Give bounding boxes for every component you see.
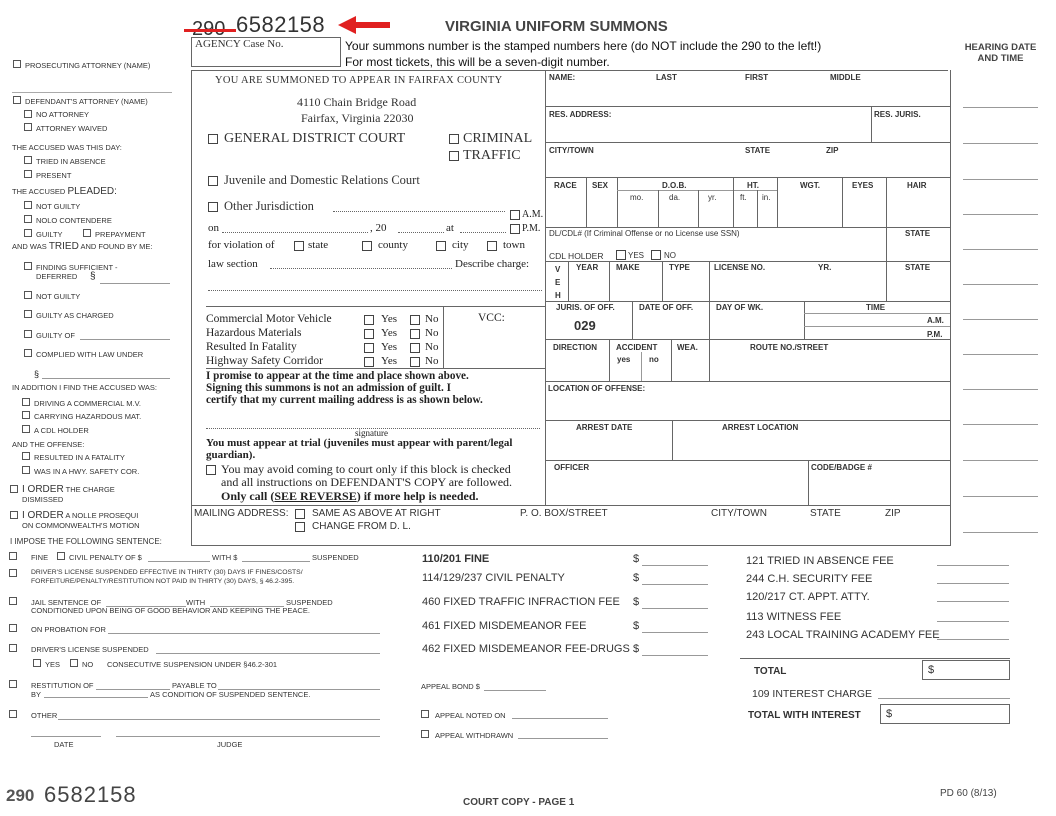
and-offense-label: AND THE OFFENSE: <box>12 440 85 449</box>
carrying-haz-checkbox[interactable] <box>22 411 30 419</box>
ht-label: HT. <box>747 181 759 190</box>
red-arrow-icon <box>338 16 392 34</box>
describe-charge-label: Describe charge: <box>455 258 530 270</box>
avoid-line-1: You may avoid coming to court only if this block is checked <box>221 462 511 476</box>
hwy-safety-checkbox[interactable] <box>22 466 30 474</box>
attorney-waived-label: ATTORNEY WAIVED <box>36 124 108 133</box>
fee-460-label: 460 FIXED TRAFFIC INFRACTION FEE <box>422 596 620 608</box>
county-violation-checkbox[interactable] <box>362 241 372 251</box>
arrest-date-label: ARREST DATE <box>576 423 633 432</box>
code-badge-label: CODE/BADGE # <box>811 463 872 472</box>
cdl-holder-finding-label: A CDL HOLDER <box>34 426 89 435</box>
res-zip-label: ZIP <box>826 146 839 155</box>
jail-with-label: WITH <box>186 598 206 607</box>
law-section-label: law section <box>208 258 258 270</box>
annotation-line-2: For most tickets, this will be a seven-digit number. <box>345 55 610 69</box>
in-addition-label: IN ADDITION I FIND THE ACCUSED WAS: <box>12 383 158 392</box>
fee-121-label: 121 TRIED IN ABSENCE FEE <box>746 555 894 567</box>
consec-yes-label: YES <box>45 660 61 669</box>
finding-sufficient-label: FINDING SUFFICIENT - <box>36 263 118 272</box>
on-label: on <box>208 222 219 234</box>
mailing-address-label: MAILING ADDRESS: <box>194 508 289 519</box>
city-violation-checkbox[interactable] <box>436 241 446 251</box>
total-label: TOTAL <box>754 666 787 677</box>
year-label: YEAR <box>576 263 599 272</box>
dl-suspended-line-1: DRIVER'S LICENSE SUSPENDED EFFECTIVE IN THIRTY (30) DAYS IF FINES/COSTS/ <box>31 569 303 576</box>
jail-label: JAIL SENTENCE OF <box>31 598 102 607</box>
guilty-as-charged-label: GUILTY AS CHARGED <box>36 311 114 320</box>
dl-suspended-label: DRIVER'S LICENSE SUSPENDED <box>31 645 149 654</box>
total-interest-box[interactable] <box>880 704 1010 724</box>
same-as-above-checkbox[interactable] <box>295 509 305 519</box>
po-box-label: P. O. BOX/STREET <box>520 508 608 519</box>
prosecuting-attorney-checkbox[interactable] <box>13 60 21 68</box>
fatality-label: Resulted In Fatality <box>206 341 297 353</box>
consecutive-label: CONSECUTIVE SUSPENSION UNDER §46.2-301 <box>107 660 278 669</box>
jail-suspended-label: SUSPENDED <box>286 598 333 607</box>
must-appear-line-2: guardian). <box>206 449 256 461</box>
hazmat-no-checkbox[interactable] <box>410 329 420 339</box>
fatality-no-checkbox[interactable] <box>410 343 420 353</box>
gdc-label: GENERAL DISTRICT COURT <box>224 131 406 146</box>
judge-label: JUDGE <box>217 740 243 749</box>
cmv-no-checkbox[interactable] <box>410 315 420 325</box>
fatality-yes-checkbox[interactable] <box>364 343 374 353</box>
total-box[interactable] <box>922 660 1010 680</box>
form-id: PD 60 (8/13) <box>940 788 997 799</box>
type-label: TYPE <box>669 263 690 272</box>
town-violation-checkbox[interactable] <box>487 241 497 251</box>
not-guilty-finding-checkbox[interactable] <box>24 291 32 299</box>
in-label: in. <box>762 193 771 202</box>
ft-label: ft. <box>740 193 747 202</box>
hsc-no-label: No <box>425 355 439 367</box>
hwy-safety-label: WAS IN A HWY. SAFETY COR. <box>34 467 140 476</box>
fee-244-label: 244 C.H. SECURITY FEE <box>746 573 873 585</box>
fine-checkbox[interactable] <box>9 552 17 560</box>
cmv-yes-label: Yes <box>381 313 398 325</box>
jail-checkbox[interactable] <box>9 597 17 605</box>
hazmat-yes-checkbox[interactable] <box>364 329 374 339</box>
twenty-label: , 20 <box>370 222 387 234</box>
tried-in-absence-checkbox[interactable] <box>24 156 32 164</box>
hazmat-yes-label: Yes <box>381 327 398 339</box>
as-condition-label: AS CONDITION OF SUSPENDED SENTENCE. <box>150 690 311 699</box>
appeal-noted-label: APPEAL NOTED ON <box>435 711 506 720</box>
fee-110-dollar: $ <box>633 553 640 565</box>
pm-checkbox[interactable] <box>510 224 520 234</box>
juris-label: JURIS. OF OFF. <box>556 303 615 312</box>
location-label: LOCATION OF OFFENSE: <box>548 384 646 393</box>
state-violation-checkbox[interactable] <box>294 241 304 251</box>
jail-conditioned-label: CONDITIONED UPON BEING OF GOOD BEHAVIOR AND KEEPING THE PEACE. <box>31 606 310 615</box>
hearing-date-label: HEARING DATE AND TIME <box>964 42 1037 64</box>
fee-114-dollar: $ <box>633 572 640 584</box>
accused-pleaded-label: THE ACCUSED PLEADED: <box>12 186 117 197</box>
annotation-line-1: Your summons number is the stamped numbers here (do NOT include the 290 to the left!) <box>345 39 822 53</box>
city-violation-label: city <box>452 239 469 251</box>
complied-checkbox[interactable] <box>24 349 32 357</box>
accident-label: ACCIDENT <box>616 343 658 352</box>
hsc-label: Highway Safety Corridor <box>206 355 323 367</box>
veh-yr-label: YR. <box>818 263 832 272</box>
res-city-label: CITY/TOWN <box>549 146 594 155</box>
arrest-location-label: ARREST LOCATION <box>722 423 799 432</box>
tried-found-label: AND WAS TRIED AND FOUND BY ME: <box>12 241 153 252</box>
same-as-above-label: SAME AS ABOVE AT RIGHT <box>312 508 441 519</box>
driving-cmv-label: DRIVING A COMMERCIAL M.V. <box>34 399 141 408</box>
civil-penalty-checkbox[interactable] <box>57 552 65 560</box>
race-label: RACE <box>554 181 577 190</box>
hsc-no-checkbox[interactable] <box>410 357 420 367</box>
time-pm-label: P.M. <box>927 330 943 339</box>
hazmat-label: Hazardous Materials <box>206 327 302 339</box>
accident-yes-label: yes <box>617 355 631 364</box>
accused-this-day-label: THE ACCUSED WAS THIS DAY: <box>12 143 122 152</box>
complied-label: COMPLIED WITH LAW UNDER <box>36 350 144 359</box>
cdl-yes-label: YES <box>628 251 645 260</box>
guilty-of-label: GUILTY OF <box>36 331 75 340</box>
officer-label: OFFICER <box>554 463 590 472</box>
make-label: MAKE <box>616 263 640 272</box>
appeal-bond-label: APPEAL BOND $ <box>421 682 480 691</box>
avoid-line-2: and all instructions on DEFENDANT'S COPY are followed. <box>221 475 513 489</box>
hair-label: HAIR <box>907 181 927 190</box>
fee-461-dollar: $ <box>633 620 640 632</box>
direction-label: DIRECTION <box>553 343 597 352</box>
consec-no-label: NO <box>82 660 94 669</box>
license-no-label: LICENSE NO. <box>714 263 766 272</box>
hazmat-no-label: No <box>425 327 439 339</box>
consec-yes-checkbox[interactable] <box>33 659 41 667</box>
footer-prefix: 290 <box>6 786 35 805</box>
dl-label: DL/CDL# (If Criminal Offense or no License use SSN) <box>549 229 740 238</box>
day-wk-label: DAY OF WK. <box>716 303 764 312</box>
am-checkbox[interactable] <box>510 210 520 220</box>
avoid-line-3: Only call (SEE REVERSE) if more help is needed. <box>221 489 479 503</box>
court-address-1: 4110 Chain Bridge Road <box>297 95 417 109</box>
carrying-haz-label: CARRYING HAZARDOUS MAT. <box>34 412 142 421</box>
avoid-court-checkbox[interactable] <box>206 465 216 475</box>
probation-checkbox[interactable] <box>9 624 17 632</box>
total-dollar: $ <box>928 664 935 676</box>
guilty-plea-checkbox[interactable] <box>24 229 32 237</box>
appeal-withdrawn-checkbox[interactable] <box>421 730 429 738</box>
juris-value: 029 <box>574 318 596 333</box>
resulted-fatality-checkbox[interactable] <box>22 452 30 460</box>
total-interest-label: TOTAL WITH INTEREST <box>748 710 861 721</box>
at-label: at <box>446 222 454 234</box>
dob-label: D.O.B. <box>662 181 687 190</box>
present-label: PRESENT <box>36 171 72 180</box>
tried-in-absence-label: TRIED IN ABSENCE <box>36 157 106 166</box>
county-violation-label: county <box>378 239 408 251</box>
total-interest-dollar: $ <box>886 708 893 720</box>
last-label: LAST <box>656 73 677 82</box>
state-violation-label: state <box>308 239 329 251</box>
defendants-attorney-label: DEFENDANT'S ATTORNEY (NAME) <box>25 97 148 106</box>
impose-sentence-label: I IMPOSE THE FOLLOWING SENTENCE: <box>10 537 162 546</box>
res-juris-label: RES. JURIS. <box>874 110 921 119</box>
mailing-state-label: STATE <box>810 508 841 519</box>
commonwealth-motion-label: ON COMMONWEALTH'S MOTION <box>22 521 140 530</box>
res-state-label: STATE <box>745 146 771 155</box>
fee-243-label: 243 LOCAL TRAINING ACADEMY FEE <box>746 629 940 641</box>
fee-113-label: 113 WITNESS FEE <box>746 611 842 623</box>
promise-line-3: certify that my current mailing address is as shown below. <box>206 394 483 406</box>
defendants-attorney-checkbox[interactable] <box>13 96 21 104</box>
guilty-of-checkbox[interactable] <box>24 330 32 338</box>
name-label: NAME: <box>549 73 576 82</box>
promise-line-1: I promise to appear at the time and place shown above. <box>206 370 469 382</box>
hsc-yes-checkbox[interactable] <box>364 357 374 367</box>
dl-state-label: STATE <box>905 229 931 238</box>
town-violation-label: town <box>503 239 525 251</box>
fatality-no-label: No <box>425 341 439 353</box>
change-from-dl-checkbox[interactable] <box>295 522 305 532</box>
not-guilty-finding-label: NOT GUILTY <box>36 292 81 301</box>
signature-label: signature <box>355 428 388 438</box>
restitution-checkbox[interactable] <box>9 680 17 688</box>
time-am-label: A.M. <box>927 316 944 325</box>
dl-suspended-line-2: FORFEITURE/PENALTY/RESTITUTION NOT PAID IN THIRTY (30) DAYS, § 46.2-395. <box>31 578 295 585</box>
strike-line <box>184 29 236 32</box>
form-title: VIRGINIA UNIFORM SUMMONS <box>445 18 668 35</box>
sex-label: SEX <box>592 181 609 190</box>
hsc-yes-label: Yes <box>381 355 398 367</box>
see-reverse-link[interactable]: SEE REVERSE <box>274 489 357 503</box>
veh-h: H <box>555 291 561 300</box>
court-copy-label: COURT COPY - PAGE 1 <box>463 797 575 808</box>
cmv-yes-checkbox[interactable] <box>364 315 374 325</box>
fee-461-label: 461 FIXED MISDEMEANOR FEE <box>422 620 587 632</box>
summoned-text: YOU ARE SUMMONED TO APPEAR IN FAIRFAX COUNTY <box>215 75 503 86</box>
order-nolle-label: I ORDER A NOLLE PROSEQUI <box>22 510 139 521</box>
interest-label: 109 INTEREST CHARGE <box>752 688 873 700</box>
res-address-label: RES. ADDRESS: <box>549 110 612 119</box>
nolo-checkbox[interactable] <box>24 215 32 223</box>
date-label: DATE <box>54 740 74 749</box>
date-off-label: DATE OF OFF. <box>639 303 694 312</box>
cmv-label: Commercial Motor Vehicle <box>206 313 332 325</box>
guilty-as-charged-checkbox[interactable] <box>24 310 32 318</box>
first-label: FIRST <box>745 73 769 82</box>
fee-120-label: 120/217 CT. APPT. ATTY. <box>746 591 870 603</box>
da-label: da. <box>669 193 681 202</box>
prepayment-checkbox[interactable] <box>83 229 91 237</box>
fee-462-dollar: $ <box>633 643 640 655</box>
criminal-checkbox[interactable] <box>449 134 459 144</box>
veh-e: E <box>555 278 561 287</box>
not-guilty-plea-label: NOT GUILTY <box>36 202 81 211</box>
prepayment-label: PREPAYMENT <box>95 230 146 239</box>
cdl-no-checkbox[interactable] <box>651 250 661 260</box>
cdl-no-label: NO <box>664 251 676 260</box>
am-label: A.M. <box>522 209 544 220</box>
attorney-waived-checkbox[interactable] <box>24 123 32 131</box>
summons-number: 6582158 <box>236 12 326 37</box>
jdr-label: Juvenile and Domestic Relations Court <box>224 173 420 187</box>
gdc-checkbox[interactable] <box>208 134 218 144</box>
cdl-yes-checkbox[interactable] <box>616 250 626 260</box>
probation-label: ON PROBATION FOR <box>31 625 106 634</box>
deferred-label: DEFERRED <box>36 272 78 281</box>
nolo-label: NOLO CONTENDERE <box>36 216 112 225</box>
mo-label: mo. <box>630 193 644 202</box>
traffic-checkbox[interactable] <box>449 151 459 161</box>
restitution-label: RESTITUTION OF <box>31 681 94 690</box>
dl-suspended-checkbox[interactable] <box>9 644 17 652</box>
veh-state-label: STATE <box>905 263 931 272</box>
fee-114-label: 114/129/237 CIVIL PENALTY <box>422 572 565 584</box>
criminal-label: CRIMINAL <box>463 131 533 146</box>
other-sentence-label: OTHER <box>31 711 58 720</box>
section-sign: § <box>90 271 96 282</box>
guilty-plea-label: GUILTY <box>36 230 63 239</box>
vcc-label: VCC: <box>478 312 505 324</box>
yr-label: yr. <box>708 193 717 202</box>
footer-number: 6582158 <box>44 782 137 807</box>
eyes-label: EYES <box>852 181 874 190</box>
driving-cmv-checkbox[interactable] <box>22 398 30 406</box>
resulted-fatality-label: RESULTED IN A FATALITY <box>34 453 125 462</box>
route-label: ROUTE NO./STREET <box>750 343 829 352</box>
finding-sufficient-checkbox[interactable] <box>24 262 32 270</box>
dl-suspended-effective-checkbox[interactable] <box>9 569 17 577</box>
change-from-dl-label: CHANGE FROM D. L. <box>312 521 411 532</box>
accident-no-label: no <box>649 355 659 364</box>
fee-462-label: 462 FIXED MISDEMEANOR FEE-DRUGS <box>422 643 630 655</box>
wea-label: WEA. <box>677 343 698 352</box>
promise-line-2: Signing this summons is not an admission of guilt. I <box>206 382 451 394</box>
appeal-withdrawn-label: APPEAL WITHDRAWN <box>435 731 514 740</box>
jdr-checkbox[interactable] <box>208 176 218 186</box>
payable-to-label: PAYABLE TO <box>172 681 217 690</box>
fine-suspended-label: SUSPENDED <box>312 553 359 562</box>
appeal-noted-checkbox[interactable] <box>421 710 429 718</box>
middle-label: MIDDLE <box>830 73 861 82</box>
other-sentence-checkbox[interactable] <box>9 710 17 718</box>
dismissed-label: DISMISSED <box>22 495 64 504</box>
present-checkbox[interactable] <box>24 170 32 178</box>
section-sign-2: § <box>34 369 40 379</box>
pm-label: P.M. <box>522 223 541 234</box>
violation-label: for violation of <box>208 239 275 251</box>
civil-penalty-label: CIVIL PENALTY OF $ <box>69 553 142 562</box>
consec-no-checkbox[interactable] <box>70 659 78 667</box>
court-address-2: Fairfax, Virginia 22030 <box>301 111 414 125</box>
cdl-holder-finding-checkbox[interactable] <box>22 425 30 433</box>
cmv-no-label: No <box>425 313 439 325</box>
fee-460-dollar: $ <box>633 596 640 608</box>
traffic-label: TRAFFIC <box>463 148 521 163</box>
mailing-city-label: CITY/TOWN <box>711 508 767 519</box>
other-jurisdiction-checkbox[interactable] <box>208 202 218 212</box>
no-attorney-label: NO ATTORNEY <box>36 110 90 119</box>
other-jurisdiction-label: Other Jurisdiction <box>224 199 314 213</box>
agency-case-label: AGENCY Case No. <box>195 38 284 50</box>
order-nolle-checkbox[interactable] <box>10 511 18 519</box>
not-guilty-plea-checkbox[interactable] <box>24 201 32 209</box>
fatality-yes-label: Yes <box>381 341 398 353</box>
wgt-label: WGT. <box>800 181 820 190</box>
time-label: TIME <box>866 303 886 312</box>
no-attorney-checkbox[interactable] <box>24 110 32 118</box>
fine-with-label: WITH $ <box>212 553 238 562</box>
fine-label: FINE <box>31 553 49 562</box>
veh-v: V <box>555 265 561 274</box>
restitution-by-label: BY <box>31 690 42 699</box>
order-dismissed-label: I ORDER THE CHARGE <box>22 484 115 495</box>
cdl-holder-label: CDL HOLDER <box>549 251 604 261</box>
prosecuting-attorney-label: PROSECUTING ATTORNEY (NAME) <box>25 61 151 70</box>
order-dismissed-checkbox[interactable] <box>10 485 18 493</box>
must-appear-line-1: You must appear at trial (juveniles must appear with parent/legal <box>206 437 513 449</box>
mailing-zip-label: ZIP <box>885 508 901 519</box>
fee-110-label: 110/201 FINE <box>422 553 490 565</box>
